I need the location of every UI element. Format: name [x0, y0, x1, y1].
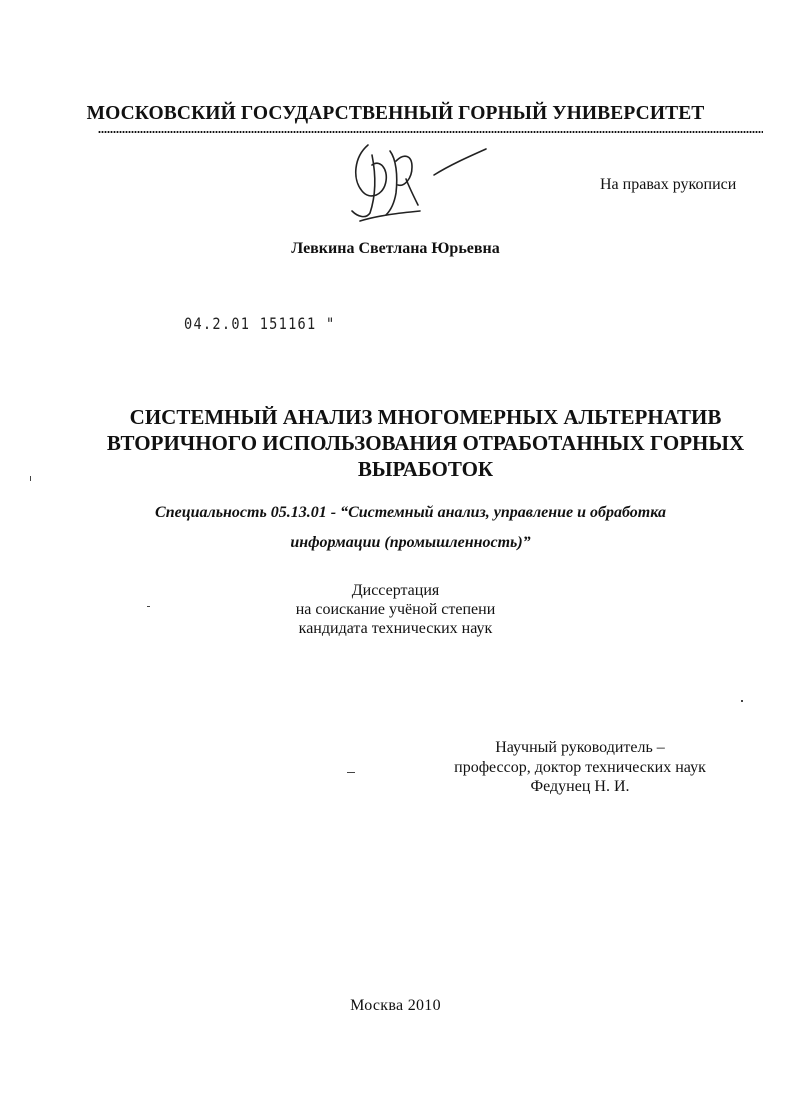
- handwritten-signature: [340, 135, 500, 225]
- city-year: Москва 2010: [350, 997, 441, 1014]
- title-line: ВТОРИЧНОГО ИСПОЛЬЗОВАНИЯ ОТРАБОТАННЫХ ГОРНЫХ: [106, 431, 745, 455]
- dissertation-line: Диссертация: [351, 582, 440, 599]
- specialty-block: [30, 498, 791, 558]
- rights-note: На правах рукописи: [600, 176, 737, 193]
- title-line: ВЫРАБОТОК: [357, 457, 494, 481]
- scan-speck: [30, 476, 31, 481]
- specialty-line: Специальность 05.13.01 - “Системный анализ, управление и обработка: [155, 504, 666, 521]
- dissertation-type: [0, 581, 791, 638]
- scan-speck: [741, 700, 743, 702]
- supervisor-block: [430, 738, 730, 797]
- dissertation-line: кандидата технических наук: [298, 620, 493, 637]
- dissertation-line: на соискание учёной степени: [295, 601, 496, 618]
- specialty-line: информации (промышленность)”: [290, 534, 531, 551]
- inventory-stamp-number: 04.2.01 151161 ": [184, 314, 336, 333]
- author-name: Левкина Светлана Юрьевна: [291, 240, 500, 257]
- dissertation-title: [60, 404, 791, 482]
- title-line: СИСТЕМНЫЙ АНАЛИЗ МНОГОМЕРНЫХ АЛЬТЕРНАТИВ: [129, 405, 722, 429]
- supervisor-line: профессор, доктор технических наук: [454, 758, 706, 776]
- supervisor-line: Федунец Н. И.: [530, 778, 630, 795]
- scan-speck: [347, 772, 355, 773]
- dotted-separator: [98, 130, 763, 134]
- supervisor-line: Научный руководитель –: [495, 739, 665, 756]
- university-name: МОСКОВСКИЙ ГОСУДАРСТВЕННЫЙ ГОРНЫЙ УНИВЕРСИТЕТ: [86, 103, 705, 124]
- scan-speck: [147, 606, 150, 607]
